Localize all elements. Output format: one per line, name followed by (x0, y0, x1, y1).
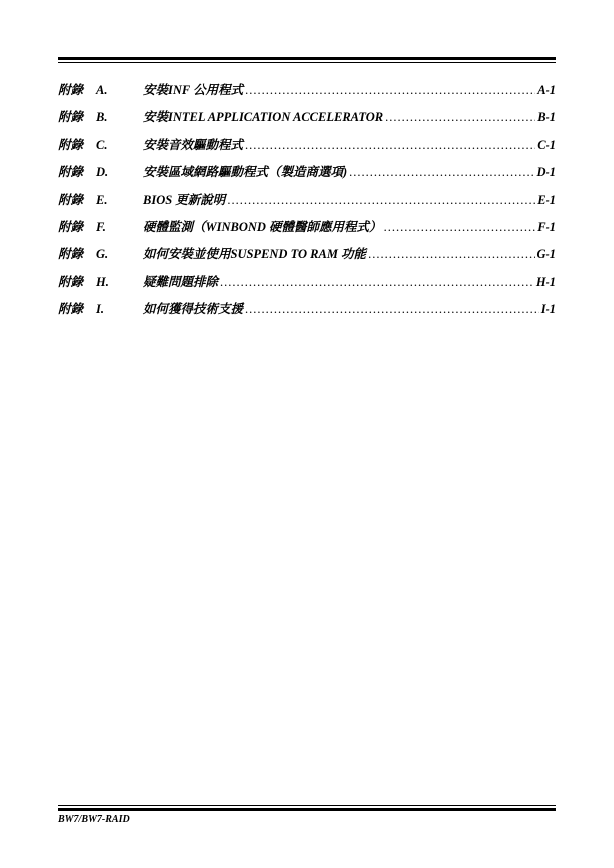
toc-appendix-label: 附錄 (58, 137, 84, 152)
toc-title: BIOS 更新說明 (143, 192, 226, 207)
toc-letter: C. (96, 137, 108, 152)
toc-entry-a[interactable] (58, 80, 556, 107)
toc-title: 硬體監測（WINBOND 硬體醫師應用程式） (143, 219, 382, 234)
toc-entry-i[interactable] (58, 299, 556, 326)
toc-letter: H. (96, 274, 109, 289)
toc-entry-c[interactable] (58, 135, 556, 162)
toc-letter: B. (96, 110, 108, 125)
toc-title: 安裝音效驅動程式 (143, 137, 244, 152)
toc-page-number: I-1 (540, 302, 556, 317)
toc-page-number: F-1 (537, 219, 556, 234)
toc-dot-leader (245, 302, 539, 316)
toc-appendix-label: 附錄 (58, 110, 84, 125)
toc-entry-body (143, 275, 556, 289)
toc-entry-body (143, 220, 556, 234)
toc-letter: A. (96, 83, 108, 97)
toc-entry-body (143, 302, 556, 316)
toc-appendix-label: 附錄 (58, 219, 84, 234)
toc-page-number: D-1 (536, 165, 556, 180)
toc-page-number: H-1 (535, 274, 556, 289)
toc-dot-leader (349, 165, 534, 179)
toc-dot-leader (368, 247, 534, 261)
header-rule-thin (58, 62, 556, 63)
toc-entry-body (143, 138, 556, 152)
toc-appendix-label: 附錄 (58, 302, 84, 317)
toc-dot-leader (220, 275, 534, 289)
toc-entry-body (143, 193, 556, 207)
toc-appendix-label: 附錄 (58, 274, 84, 289)
toc-appendix-label: 附錄 (58, 192, 84, 207)
toc-page-number: E-1 (537, 192, 556, 207)
toc-appendix-label: 附錄 (58, 247, 84, 262)
toc-dot-leader (227, 193, 535, 207)
toc-letter: F. (96, 219, 106, 234)
toc-title: 疑難問題排除 (143, 274, 219, 289)
toc-entry-body (143, 247, 556, 261)
toc-letter: I. (96, 302, 104, 317)
toc-entry-e[interactable] (58, 190, 556, 217)
toc-dot-leader (385, 110, 535, 124)
toc-letter: D. (96, 165, 109, 180)
toc-entry-b[interactable] (58, 107, 556, 134)
footer-rule-thin (58, 805, 556, 806)
toc-letter: E. (96, 192, 108, 207)
toc-letter: G. (96, 247, 109, 262)
toc-dot-leader (384, 220, 536, 234)
toc-entry-g[interactable] (58, 244, 556, 271)
toc-title: 安裝區域網路驅動程式（製造商選項) (143, 165, 348, 180)
footer-model-name: BW7/BW7-RAID (58, 814, 130, 825)
toc-appendix-label: 附錄 (58, 83, 84, 97)
toc-title: 安裝INTEL APPLICATION ACCELERATOR (143, 110, 384, 125)
toc-title: 如何獲得技術支援 (143, 302, 244, 317)
table-of-contents (58, 80, 556, 327)
toc-title: 安裝INF 公用程式 (143, 83, 244, 97)
toc-page-number: C-1 (537, 137, 556, 152)
toc-entry-d[interactable] (58, 162, 556, 189)
toc-appendix-label: 附錄 (58, 165, 84, 180)
toc-page-number: A-1 (537, 83, 556, 97)
toc-entry-h[interactable] (58, 272, 556, 299)
toc-title: 如何安裝並使用SUSPEND TO RAM 功能 (143, 247, 367, 262)
toc-entry-body (143, 83, 556, 97)
footer-rule-thick (58, 808, 556, 811)
toc-dot-leader (245, 83, 535, 97)
header-rule-thick (58, 57, 556, 60)
toc-page-number: G-1 (536, 247, 556, 262)
toc-entry-body (143, 165, 556, 179)
toc-entry-body (143, 110, 556, 124)
toc-entry-f[interactable] (58, 217, 556, 244)
toc-dot-leader (245, 138, 535, 152)
toc-page-number: B-1 (537, 110, 556, 125)
